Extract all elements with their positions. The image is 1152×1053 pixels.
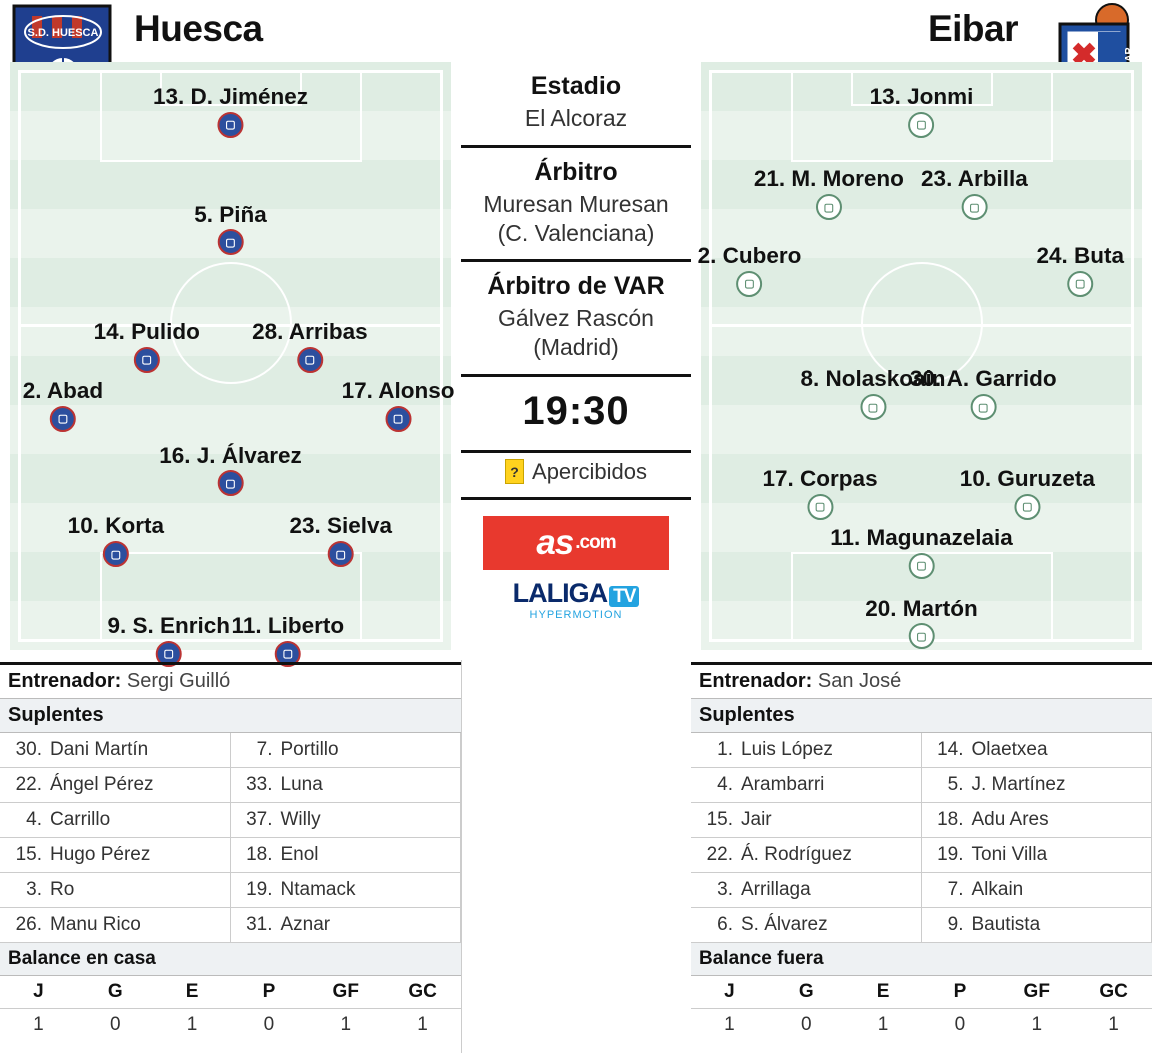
player-marker-icon: ▢ xyxy=(385,406,411,432)
substitute-number: 7. xyxy=(947,879,964,900)
substitute-name: Alkain xyxy=(971,879,1024,900)
player-marker-icon: ▢ xyxy=(1067,271,1093,297)
substitute-number: 15. xyxy=(706,809,733,830)
balance-value: 1 xyxy=(33,1014,44,1035)
substitute-number: 18. xyxy=(937,809,964,830)
substitute-name: S. Álvarez xyxy=(741,914,828,935)
home-player xyxy=(159,444,302,497)
substitute-name: Arrillaga xyxy=(741,879,811,900)
balance-value: 0 xyxy=(109,1014,121,1035)
substitute-item xyxy=(922,768,1152,803)
balance-value: 0 xyxy=(954,1014,966,1035)
away-player-label: 10. Guruzeta xyxy=(959,466,1095,492)
as-logo-suffix: .com xyxy=(575,531,616,553)
away-subs-label: Suplentes xyxy=(691,699,1152,733)
substitute-name: Ángel Pérez xyxy=(50,774,154,795)
balance-value: 1 xyxy=(1031,1014,1043,1035)
laliga-tv-badge: TV xyxy=(609,586,639,607)
substitute-number: 3. xyxy=(717,879,733,900)
away-player xyxy=(870,85,974,138)
away-player xyxy=(1036,244,1124,297)
substitute-item xyxy=(0,803,231,838)
var-value: Gálvez Rascón (Madrid) xyxy=(498,305,654,360)
stadium-label: Estadio xyxy=(530,72,622,100)
away-player-label: 17. Corpas xyxy=(762,466,878,492)
hypermotion-label: HYPERMOTION xyxy=(529,608,623,621)
var-label: Árbitro de VAR xyxy=(487,272,665,301)
player-marker-icon: ▢ xyxy=(103,541,129,567)
kickoff-time: 19:30 xyxy=(522,388,630,433)
player-marker-icon: ▢ xyxy=(816,194,842,220)
player-marker-icon: ▢ xyxy=(807,494,833,520)
yellow-card-icon: ? xyxy=(505,459,524,484)
home-balance-label: Balance en casa xyxy=(0,943,461,976)
substitute-number: 5. xyxy=(947,774,964,795)
away-player xyxy=(865,597,978,650)
player-marker-icon: ▢ xyxy=(1014,494,1040,520)
balance-value: 1 xyxy=(186,1014,198,1035)
substitute-item xyxy=(0,908,231,943)
home-player-label: 5. Piña xyxy=(194,201,267,227)
substitute-item xyxy=(691,908,922,943)
substitute-item xyxy=(691,733,922,768)
balance-column-header: P xyxy=(922,976,999,1009)
away-balance-values xyxy=(691,1009,1152,1041)
substitute-item xyxy=(231,733,462,768)
substitute-name: Ntamack xyxy=(280,879,356,900)
balance-value: 1 xyxy=(877,1014,889,1035)
home-player-label: 10. Korta xyxy=(67,513,164,539)
balance-column-header: G xyxy=(77,976,154,1009)
substitute-item xyxy=(0,838,231,873)
away-player-label: 23. Arbilla xyxy=(921,166,1028,192)
substitute-name: Dani Martín xyxy=(50,739,149,760)
balance-column-header: GC xyxy=(384,976,461,1009)
substitute-name: Ro xyxy=(50,879,75,900)
balance-value: 1 xyxy=(724,1014,735,1035)
home-player xyxy=(107,614,230,667)
balance-column-header: GC xyxy=(1075,976,1152,1009)
substitute-item xyxy=(231,838,462,873)
player-marker-icon: ▢ xyxy=(909,553,935,579)
player-marker-icon: ▢ xyxy=(961,194,987,220)
balance-value: 0 xyxy=(800,1014,812,1035)
stadium-block xyxy=(461,62,691,148)
player-marker-icon: ▢ xyxy=(908,112,934,138)
away-balance-header xyxy=(691,976,1152,1009)
referee-value: Muresan Muresan (C. Valenciana) xyxy=(483,190,669,246)
player-marker-icon: ▢ xyxy=(970,394,996,420)
lineups-area xyxy=(0,62,1152,662)
home-player xyxy=(342,379,455,432)
substitute-number: 9. xyxy=(947,914,964,935)
away-player xyxy=(960,467,1095,520)
kickoff-block xyxy=(461,377,691,453)
substitute-number: 4. xyxy=(26,809,42,830)
away-player-label: 30. A. Garrido xyxy=(909,366,1057,392)
branding-block xyxy=(461,500,691,633)
substitute-number: 19. xyxy=(246,879,273,900)
substitute-item xyxy=(231,908,462,943)
substitute-number: 31. xyxy=(246,914,273,935)
substitute-name: J. Martínez xyxy=(971,774,1066,795)
substitute-name: Bautista xyxy=(971,914,1041,935)
substitute-name: Luna xyxy=(280,774,323,795)
substitute-item xyxy=(0,873,231,908)
player-marker-icon: ▢ xyxy=(328,541,354,567)
home-coach-row xyxy=(0,662,461,699)
home-balance-values xyxy=(0,1009,461,1041)
laliga-label: LALIGA xyxy=(512,577,608,608)
player-marker-icon: ▢ xyxy=(297,347,323,373)
away-balance-label: Balance fuera xyxy=(691,943,1152,976)
home-player xyxy=(252,320,367,373)
balance-value: 0 xyxy=(263,1014,275,1035)
home-player-label: 28. Arribas xyxy=(252,319,368,345)
away-coach-row xyxy=(691,662,1152,699)
booked-label: Apercibidos xyxy=(532,458,647,484)
home-player xyxy=(94,320,200,373)
substitute-item xyxy=(0,768,231,803)
home-player xyxy=(289,514,392,567)
bottom-tables xyxy=(0,662,1152,1041)
booked-block xyxy=(461,453,691,500)
away-player-label: 20. Martón xyxy=(865,595,978,621)
away-player xyxy=(754,167,904,220)
substitute-name: Luis López xyxy=(741,739,833,760)
away-player xyxy=(830,526,1013,579)
away-subs-grid xyxy=(691,733,1152,943)
substitute-number: 37. xyxy=(246,809,273,830)
away-player-label: 13. Jonmi xyxy=(869,84,974,110)
substitute-name: Á. Rodríguez xyxy=(741,844,852,865)
substitute-item xyxy=(691,803,922,838)
away-player-label: 8. Nolaskoain xyxy=(800,366,946,392)
substitute-name: Jair xyxy=(741,809,772,830)
away-team-name: Eibar xyxy=(927,8,1018,49)
substitute-item xyxy=(922,838,1152,873)
substitute-number: 6. xyxy=(717,914,733,935)
substitute-name: Olaetxea xyxy=(971,739,1048,760)
match-header xyxy=(0,0,1152,62)
substitute-item xyxy=(922,733,1152,768)
substitute-number: 18. xyxy=(246,844,273,865)
home-player-label: 16. J. Álvarez xyxy=(159,442,302,468)
player-marker-icon: ▢ xyxy=(860,394,886,420)
substitute-number: 19. xyxy=(937,844,964,865)
home-player xyxy=(153,85,308,138)
stadium-value: El Alcoraz xyxy=(524,105,628,131)
home-player xyxy=(68,514,164,567)
laliga-tv-logo xyxy=(483,578,669,621)
home-player-label: 11. Liberto xyxy=(231,613,345,639)
away-coach-label: Entrenador: xyxy=(699,670,813,692)
home-pitch-column xyxy=(0,62,461,662)
substitute-name: Manu Rico xyxy=(50,914,141,935)
balance-column-header: GF xyxy=(998,976,1075,1009)
home-coach-name: Sergi Guilló xyxy=(126,670,231,692)
player-marker-icon: ▢ xyxy=(737,271,763,297)
substitute-item xyxy=(922,803,1152,838)
table-divider xyxy=(461,660,462,1053)
balance-column-header: J xyxy=(0,976,77,1009)
player-marker-icon: ▢ xyxy=(217,112,243,138)
home-info-table xyxy=(0,662,461,1041)
player-marker-icon: ▢ xyxy=(218,470,244,496)
substitute-number: 33. xyxy=(246,774,273,795)
substitute-item xyxy=(691,838,922,873)
substitute-number: 26. xyxy=(15,914,42,935)
home-subs-label: Suplentes xyxy=(0,699,461,733)
away-player xyxy=(698,244,802,297)
balance-column-header: E xyxy=(154,976,231,1009)
substitute-number: 22. xyxy=(15,774,42,795)
home-player-label: 23. Sielva xyxy=(289,513,393,539)
referee-label: Árbitro xyxy=(534,157,618,186)
substitute-item xyxy=(691,768,922,803)
substitute-item xyxy=(922,873,1152,908)
substitute-name: Arambarri xyxy=(741,774,825,795)
home-player xyxy=(23,379,103,432)
player-marker-icon: ▢ xyxy=(217,229,243,255)
home-player xyxy=(194,203,267,256)
substitute-number: 4. xyxy=(717,774,733,795)
player-marker-icon: ▢ xyxy=(909,623,935,649)
balance-column-header: J xyxy=(691,976,768,1009)
balance-column-header: P xyxy=(231,976,308,1009)
player-marker-icon: ▢ xyxy=(275,641,301,667)
as-logo-text: as xyxy=(536,522,574,562)
home-subs-grid xyxy=(0,733,461,943)
balance-value: 1 xyxy=(1108,1014,1119,1035)
substitute-number: 1. xyxy=(717,739,733,760)
substitute-item xyxy=(231,768,462,803)
substitute-name: Carrillo xyxy=(50,809,111,830)
home-coach-label: Entrenador: xyxy=(8,670,122,692)
substitute-name: Enol xyxy=(280,844,319,865)
balance-value: 1 xyxy=(417,1014,428,1035)
home-player xyxy=(232,614,345,667)
as-com-logo xyxy=(483,516,669,570)
balance-column-header: G xyxy=(768,976,845,1009)
substitute-item xyxy=(691,873,922,908)
substitute-item xyxy=(0,733,231,768)
svg-text:S.D. HUESCA: S.D. HUESCA xyxy=(27,27,99,39)
player-marker-icon: ▢ xyxy=(134,347,160,373)
substitute-number: 7. xyxy=(256,739,273,760)
substitute-number: 15. xyxy=(15,844,42,865)
home-balance-header xyxy=(0,976,461,1009)
substitute-name: Adu Ares xyxy=(971,809,1049,830)
home-player-label: 17. Alonso xyxy=(341,378,455,404)
balance-value: 1 xyxy=(340,1014,352,1035)
away-player xyxy=(763,467,878,520)
away-player-label: 21. M. Moreno xyxy=(753,166,904,192)
player-marker-icon: ▢ xyxy=(156,641,182,667)
home-player-label: 14. Pulido xyxy=(93,319,200,345)
substitute-item xyxy=(231,873,462,908)
match-info-column xyxy=(461,62,691,662)
away-player xyxy=(921,167,1028,220)
var-referee-block xyxy=(461,262,691,377)
away-player xyxy=(910,367,1057,420)
substitute-name: Toni Villa xyxy=(971,844,1048,865)
home-team-name: Huesca xyxy=(134,8,263,49)
away-player-label: 24. Buta xyxy=(1036,242,1125,268)
substitute-number: 14. xyxy=(937,739,964,760)
substitute-name: Willy xyxy=(280,809,321,830)
away-player-label: 11. Magunazelaia xyxy=(830,525,1013,551)
substitute-item xyxy=(231,803,462,838)
balance-column-header: GF xyxy=(307,976,384,1009)
away-coach-name: San José xyxy=(817,670,902,692)
home-player-label: 13. D. Jiménez xyxy=(152,84,309,110)
substitute-number: 22. xyxy=(706,844,733,865)
player-marker-icon: ▢ xyxy=(50,406,76,432)
substitute-number: 3. xyxy=(26,879,42,900)
home-player-label: 2. Abad xyxy=(22,378,104,404)
substitute-name: Aznar xyxy=(280,914,331,935)
away-info-table xyxy=(691,662,1152,1041)
substitute-number: 30. xyxy=(15,739,42,760)
referee-block xyxy=(461,148,691,263)
away-pitch-column xyxy=(691,62,1152,662)
home-player-label: 9. S. Enrich xyxy=(107,613,231,639)
balance-column-header: E xyxy=(845,976,922,1009)
substitute-name: Hugo Pérez xyxy=(50,844,151,865)
substitute-name: Portillo xyxy=(280,739,339,760)
away-player-label: 2. Cubero xyxy=(697,242,802,268)
substitute-item xyxy=(922,908,1152,943)
